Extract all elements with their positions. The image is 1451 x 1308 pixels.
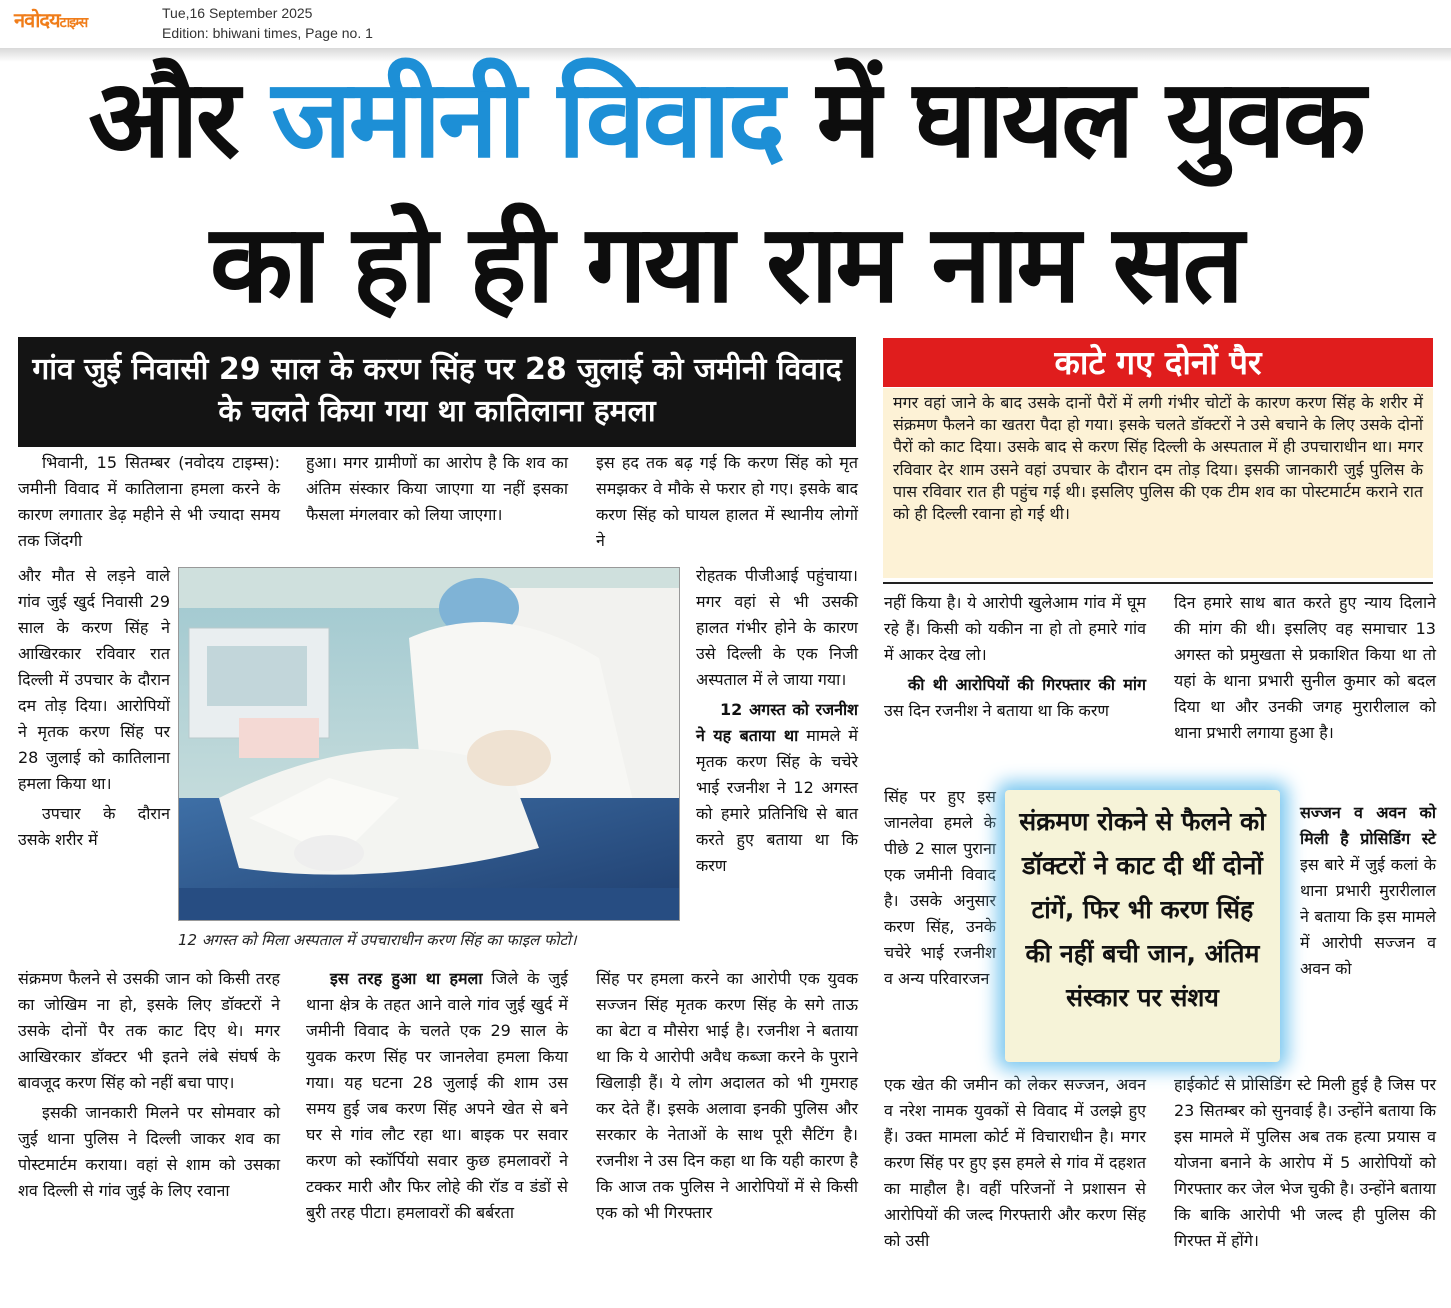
col2-subhead: इस तरह हुआ था हमला (330, 969, 483, 988)
column-3-narrow (696, 563, 858, 883)
column-4-bottom (884, 1072, 1146, 1258)
sidebox-body: मगर वहां जाने के बाद उसके दानों पैरों में लगी गंभीर चोटों के कारण करण सिंह के शरीर में संक्रमण फैलने का खतरा पैदा हो गया। इसके चलते डॉक्टरों ने उसे बचाने के लिए उसके दोनों पैरों को काट दिया। उसके बाद से करण सिंह दिल्ली के अस्पताल में ही उपचाराधीन था। मगर रविवार देर शाम उसने वहां उपचार के दौरान दम तोड़ दिया। इसकी जानकारी जुई पुलिस के पास रविवार रात ही पहुंच गई थी। इसलिए पुलिस की एक टीम शव का पोस्टमार्टम कराने रात को ही दिल्ली रवाना हो गई थी। (883, 388, 1433, 578)
photo-caption: 12 अगस्त को मिला अस्पताल में उपचाराधीन करण सिंह का फाइल फोटो। (178, 931, 577, 949)
column-2-top (306, 450, 568, 532)
col4-top-text: नहीं किया है। ये आरोपी खुलेआम गांव में घूम रहे हैं। किसी को यकीन ना हो तो हमारे गांव में आकर देख लो। (884, 593, 1146, 664)
col5-subhead: सज्जन व अवन को मिली है प्रोसिडिंग स्टे (1300, 803, 1436, 848)
newspaper-logo (14, 6, 87, 33)
column-1-narrow (18, 563, 170, 857)
column-1-top (18, 450, 280, 558)
col3-subhead: 12 अगस्त को रजनीश ने यह बताया था (696, 700, 858, 745)
edition-info: Edition: bhiwani times, Page no. 1 (162, 25, 373, 41)
headline-line-1 (0, 55, 1451, 185)
section-divider (883, 582, 1433, 584)
column-4-narrow (884, 784, 996, 996)
col4-narrow-text: सिंह पर हुए इस जानलेवा हमले के पीछे 2 साल पुराना एक जमीनी विवाद है। उसके अनुसार करण सिंह, उनके चचेरे भाई रजनीश व अन्य परिवारजन (884, 787, 996, 988)
col5-top-text: दिन हमारे साथ बात करते हुए न्याय दिलाने की मांग की थी। इसलिए वह समाचार 13 अगस्त को प्रमुखता से प्रकाशित किया था तो यहां के थाना प्रभारी सुनील कुमार को बदल दिया था और उनकी जगह मुरारीलाल को थाना प्रभारी लगाया हुआ है। (1174, 593, 1436, 742)
headline-pre: और (88, 57, 272, 182)
hospital-photo-illustration (179, 568, 679, 920)
subheadline: गांव जुई निवासी 29 साल के करण सिंह पर 28 जुलाई को जमीनी विवाद के चलते किया गया था कातिलाना हमला (18, 337, 856, 447)
col3-bottom-text: सिंह पर हमला करने का आरोपी एक युवक सज्जन सिंह मृतक करण सिंह के सगे ताऊ का बेटा व मौसेरा भाई है। रजनीश ने बताया था कि ये आरोपी अवैध कब्जा करने के पुराने खिलाड़ी हैं। ये लोग अदालत को भी गुमराह कर देते हैं। इसके अलावा इनकी पुलिस और सरकार के नेताओं के साथ पूरी सैटिंग है। रजनीश ने उस दिन कहा था कि यही कारण है कि आज तक पुलिस ने आरोपियों में से किसी एक को भी गिरफ्तार (596, 969, 858, 1222)
sidebox-title: काटे गए दोनों पैर (883, 338, 1433, 387)
logo-subtext: टाइम्स (59, 15, 88, 31)
column-1-bottom (18, 966, 280, 1208)
headline-highlight: जमीनी विवाद (271, 57, 783, 182)
col2-bottom-text: जिले के जुई थाना क्षेत्र के तहत आने वाले गांव जुई खुर्द में जमीनी विवाद के चलते एक 29 साल के युवक करण सिंह पर जानलेवा हमला किया गया। यह घटना 28 जुलाई की शाम उस समय हुई जब करण सिंह अपने खेत से बने घर से गांव लौट रहा था। बाइक पर सवार करण को स्कॉर्पियो सवार कुछ हमलावरों ने टक्कर मारी और फिर लोहे की रॉड व डंडों से बुरी तरह पीटा। हमलावरों की बर्बरता (306, 969, 569, 1222)
col3-narrow2-text: मामले में मृतक करण सिंह के चचेरे भाई रजनीश ने 12 अगस्त को हमारे प्रतिनिधि से बात करते हुए बताया था कि करण (696, 726, 858, 875)
logo-text: नवोदय (14, 8, 60, 32)
column-5-bottom (1174, 1072, 1436, 1258)
pull-quote: संक्रमण रोकने से फैलने को डॉक्टरों ने काट दी थीं दोनों टांगें, फिर भी करण सिंह की नहीं बची जान, अंतिम संस्कार पर संशय (1005, 790, 1280, 1062)
column-4-top (884, 590, 1146, 728)
column-2-bottom (306, 966, 568, 1230)
col1-narrow-text: और मौत से लड़ने वाले गांव जुई खुर्द निवासी 29 साल के करण सिंह ने आखिरकार रविवार रात दिल्ली में उपचार के दौरान दम तोड़ दिया। आरोपियों ने मृतक करण सिंह पर 28 जुलाई को कातिलाना हमला किया था। (18, 566, 170, 793)
column-3-top (596, 450, 858, 558)
col4-subhead: की थी आरोपियों की गिरफ्तार की मांग (908, 675, 1146, 694)
headline-post: में घायल युवक (782, 57, 1363, 182)
headline-line-2: का हो ही गया राम नाम सत (209, 202, 1242, 327)
edition-date: Tue,16 September 2025 (162, 5, 313, 21)
col4-bottom-text: एक खेत की जमीन को लेकर सज्जन, अवन व नरेश नामक युवकों से विवाद में उलझे हुए हैं। उक्त मामला कोर्ट में विचाराधीन है। मगर करण सिंह पर हुए इस हमले से गांव में दहशत का माहौल है। वहीं परिजनों ने प्रशासन से आरोपियों की जल्द गिरफ्तारी और करण सिंह को उसी (884, 1075, 1146, 1250)
col1-p2b: संक्रमण फैलने से उसकी जान को किसी तरह का जोखिम ना हो, इसके लिए डॉक्टरों ने उसके दोनों पैर तक काट दिए थे। मगर आखिरकार डॉक्टर भी इतने लंबे संघर्ष के बावजूद करण सिंह को नहीं बचा पाए। (18, 969, 280, 1092)
col3-top-text: इस हद तक बढ़ गई कि करण सिंह को मृत समझकर वे मौके से फरार हो गए। इसके बाद करण सिंह को घायल हालत में स्थानीय लोगों ने (596, 453, 858, 550)
col2-top-text: हुआ। मगर ग्रामीणों का आरोप है कि शव का अंतिम संस्कार किया जाएगा या नहीं इसका फैसला मंगलवार को लिया जाएगा। (306, 453, 568, 524)
col1-p3: इसकी जानकारी मिलने पर सोमवार को जुई थाना पुलिस ने दिल्ली जाकर शव का पोस्टमार्टम कराया। वहां से शाम को उसका शव दिल्ली से गांव जुई के लिए रवाना (18, 1103, 280, 1200)
col1-p2a: उपचार के दौरान उसके शरीर में (18, 804, 170, 849)
column-5-narrow (1300, 800, 1436, 986)
edition-bar (0, 0, 1451, 48)
hospital-photo (178, 567, 680, 921)
col5-bottom-text: हाईकोर्ट से प्रोसिडिंग स्टे मिली हुई है जिस पर 23 सितम्बर को सुनवाई है। उन्होंने बताया कि इस मामले में पुलिस अब तक हत्या प्रयास व योजना बनाने के आरोप में 5 आरोपियों को गिरफ्तार कर जेल भेज चुकी है। उन्होंने बताया कि बाकि आरोपी भी जल्द ही पुलिस की गिरफ्त में होंगे। (1174, 1075, 1436, 1250)
column-5-top (1174, 590, 1436, 750)
col1-intro: भिवानी, 15 सितम्बर (नवोदय टाइम्स): जमीनी विवाद में कातिलाना हमला करने के कारण लगातार डेढ़ महीने से भी ज्यादा समय तक जिंदगी (18, 453, 280, 550)
col5-narrow-text: इस बारे में जुई कलां के थाना प्रभारी मुरारीलाल ने बताया कि इस मामले में आरोपी सज्जन व अवन को (1300, 855, 1436, 978)
column-3-bottom (596, 966, 858, 1230)
col3-narrow-text: रोहतक पीजीआई पहुंचाया। मगर वहां से भी उसकी हालत गंभीर होने के कारण उसे दिल्ली के एक निजी अस्पताल में ले जाया गया। (696, 566, 858, 689)
edition-meta (162, 3, 373, 43)
col4-mid-text: उस दिन रजनीश ने बताया था कि करण (884, 701, 1109, 720)
